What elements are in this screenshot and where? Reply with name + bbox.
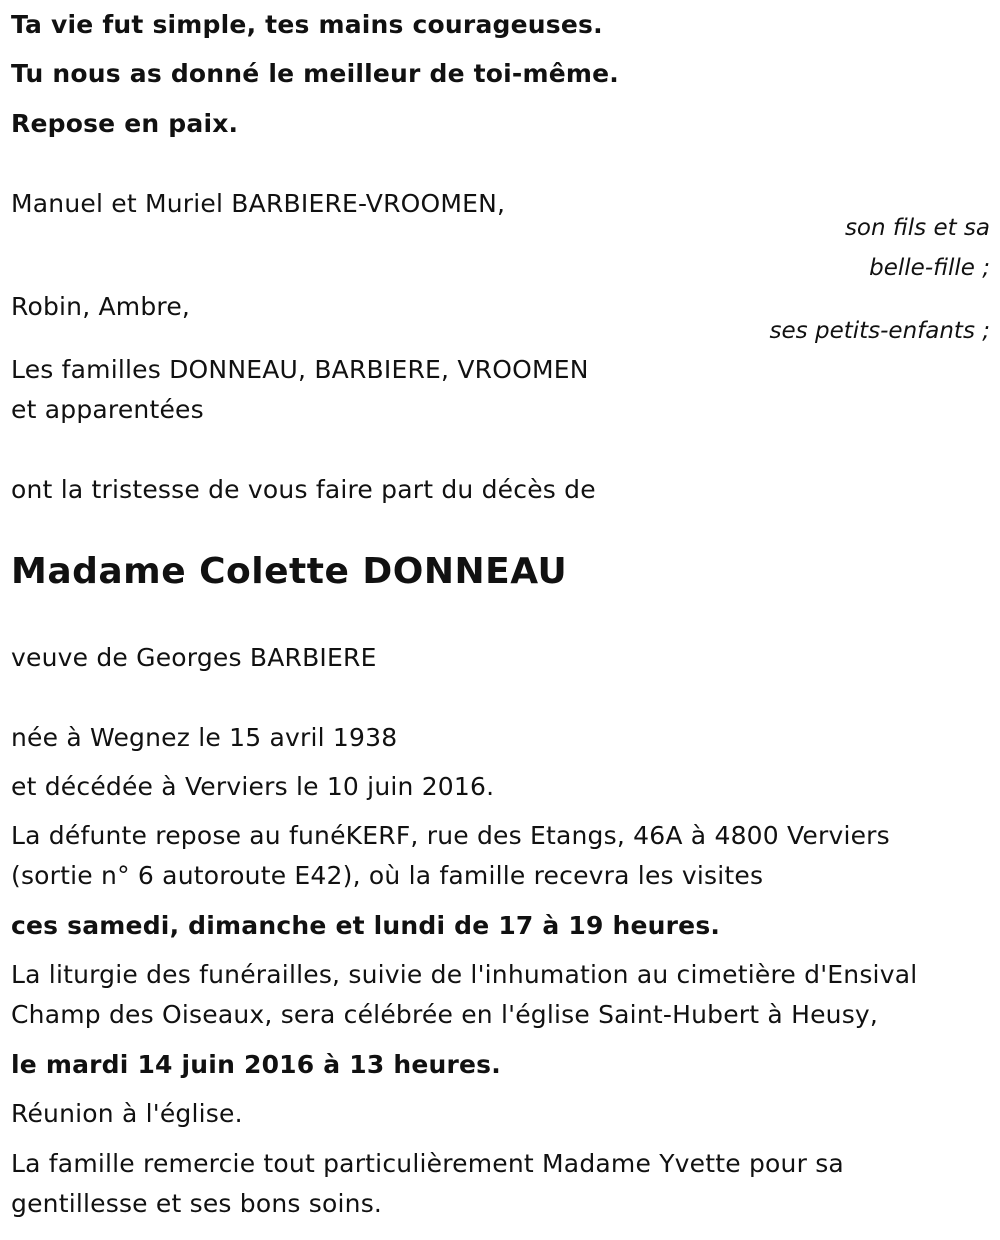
son-relation-line-1: son fils et sa — [844, 215, 990, 241]
families-line-2: et apparentées — [11, 395, 204, 424]
epitaph-line-3: Repose en paix. — [11, 109, 239, 138]
epitaph-line-2: Tu nous as donné le meilleur de toi-même. — [11, 59, 620, 88]
funeral-line-1: La liturgie des funérailles, suivie de l'inhumation au cimetière d'Ensival — [11, 960, 918, 989]
visitation-line-1: La défunte repose au funéKERF, rue des Etangs, 46A à 4800 Verviers — [11, 821, 890, 850]
grandchildren-relation: ses petits-enfants ; — [769, 318, 990, 344]
funeral-line-2: Champ des Oiseaux, sera célébrée en l'église Saint-Hubert à Heusy, — [11, 1000, 879, 1029]
thanks-line-2: gentillesse et ses bons soins. — [11, 1189, 383, 1218]
deceased-name: Madame Colette DONNEAU — [11, 551, 568, 592]
families-line-1: Les familles DONNEAU, BARBIERE, VROOMEN — [11, 355, 589, 384]
son-relation-line-2: belle-fille ; — [869, 255, 990, 281]
son-names: Manuel et Muriel BARBIERE-VROOMEN, — [11, 189, 506, 218]
birth-info: née à Wegnez le 15 avril 1938 — [11, 723, 398, 752]
thanks-line-1: La famille remercie tout particulièrement Madame Yvette pour sa — [11, 1149, 844, 1178]
visitation-line-2: (sortie n° 6 autoroute E42), où la famille recevra les visites — [11, 861, 764, 890]
widow-of: veuve de Georges BARBIERE — [11, 643, 377, 672]
grandchildren-names: Robin, Ambre, — [11, 292, 191, 321]
announcement-text: ont la tristesse de vous faire part du décès de — [11, 475, 596, 504]
gathering-info: Réunion à l'église. — [11, 1099, 243, 1128]
epitaph-line-1: Ta vie fut simple, tes mains courageuses. — [11, 10, 603, 39]
funeral-date: le mardi 14 juin 2016 à 13 heures. — [11, 1050, 501, 1079]
death-info: et décédée à Verviers le 10 juin 2016. — [11, 772, 495, 801]
visitation-times: ces samedi, dimanche et lundi de 17 à 19 heures. — [11, 911, 721, 940]
